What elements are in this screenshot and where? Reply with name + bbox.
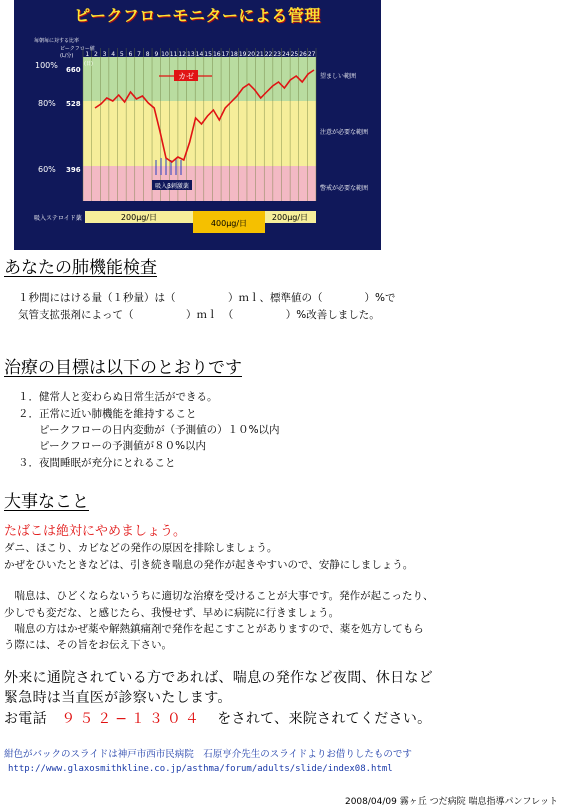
day-number: 26 (299, 51, 307, 58)
inhaler-label: 吸入β刺激薬 (155, 183, 189, 190)
important-para3: 喘息の方はかぜ薬や解熱鎮痛剤で発作を起こすことがありますので、薬を処方してもら (4, 623, 424, 635)
day-number: 22 (264, 51, 273, 58)
day-number: 14 (195, 51, 204, 58)
day-number: 24 (281, 51, 290, 58)
pef-528: 528 (66, 100, 81, 108)
yellow-zone (83, 101, 316, 166)
day-number: 19 (238, 51, 247, 58)
day-number: 11 (169, 51, 178, 58)
goal-item-2: ２．正常に近い肺機能を維持すること (18, 408, 197, 420)
zone-label-desirable: 望ましい範囲 (320, 73, 357, 80)
pct-100: 100% (35, 61, 58, 70)
dose-label-1: 200μg/日 (120, 213, 158, 222)
important-line1: ダニ、ほこり、カビなどの発作の原因を排除しましょう。 (4, 542, 278, 554)
day-number: 13 (187, 51, 195, 58)
green-zone (83, 57, 316, 101)
pct-60: 60% (38, 165, 56, 174)
day-numbers (85, 51, 315, 58)
important-para4: う際には、その旨をお伝え下さい。 (4, 639, 172, 651)
contact-line1: 外来に通院されている方であれば、喘息の発作など夜間、休日など (4, 670, 433, 686)
day-number: 18 (230, 51, 238, 58)
goal-item-2a: ピークフローの日内変動が（予測値の）１０%以内 (18, 424, 280, 436)
day-number: 5 (119, 51, 124, 58)
day-number: 9 (154, 51, 159, 58)
phone-prefix: お電話 (4, 711, 62, 727)
unit-label: (L/分) (60, 53, 74, 59)
peak-flow-slide (14, 0, 381, 250)
zone-label-caution: 注意が必要な範囲 (320, 129, 369, 136)
day-number: 6 (128, 51, 133, 58)
day-number: 20 (247, 51, 256, 58)
pef-label: ピークフロー値 (60, 46, 95, 52)
day-number: 17 (221, 51, 230, 58)
goal-item-2b: ピークフローの予測値が８０%以内 (18, 440, 207, 452)
contact-line2: 緊急時は当直医が診察いたします。 (4, 690, 232, 706)
pct-80: 80% (38, 99, 56, 108)
important-heading: 大事なこと (4, 492, 89, 512)
day-unit-label: (日) (84, 61, 93, 67)
steroid-label: 吸入ステロイド薬 (34, 215, 82, 222)
day-number: 25 (290, 51, 299, 58)
pef-396: 396 (66, 166, 81, 174)
day-number: 21 (256, 51, 264, 58)
slide-title: ピークフローモニターによる管理 (74, 6, 321, 25)
important-line2: かぜをひいたときなどは、引き続き喘息の発作が起きやすいので、安静にしましょう。 (4, 559, 414, 571)
contact-phone-line (4, 708, 431, 728)
no-smoking-warning: たばこは絶対にやめましょう。 (4, 524, 187, 539)
pef-660: 660 (66, 66, 81, 74)
treatment-goal-heading: 治療の目標は以下のとおりです (4, 358, 242, 378)
day-number: 1 (85, 51, 90, 58)
day-number: 3 (102, 51, 107, 58)
day-number: 27 (307, 51, 316, 58)
dose-label-2: 400μg/日 (210, 219, 248, 228)
day-number: 10 (161, 51, 169, 58)
goal-item-1: １．健常人と変わらぬ日常生活ができる。 (18, 391, 218, 403)
dose-label-3: 200μg/日 (271, 213, 309, 222)
goal-item-3: ３．夜間睡眠が充分にとれること (18, 457, 176, 469)
phone-suffix: をされて、来院されてください。 (202, 711, 432, 727)
phone-number[interactable]: ９５２−１３０４ (61, 711, 203, 727)
lung-function-line2: 気管支拡張剤によって（ ）ｍｌ （ ）%改善しました。 (18, 309, 380, 321)
day-number: 8 (145, 51, 150, 58)
header-label: 毎朝毎に対する比率 (34, 38, 80, 44)
credit-url[interactable]: http://www.glaxosmithkline.co.jp/asthma/forum/adults/slide/index08.html (8, 764, 393, 774)
cold-label: カゼ (178, 72, 194, 81)
day-number: 4 (111, 51, 116, 58)
day-number: 7 (137, 51, 142, 58)
zone-label-alert: 警戒が必要な範囲 (320, 185, 369, 192)
pink-zone (83, 166, 316, 201)
credit-line: 紺色がバックのスライドは神戸市西市民病院 石原亨介先生のスライドよりお借りしたものです (4, 749, 412, 760)
lung-function-line1: １秒間にはける量（１秒量）は（ ）ｍｌ、標準値の（ ）%で (18, 292, 396, 304)
important-para2: 少しでも変だな、と感じたら、我慢せず、早めに病院に行きましょう。 (4, 607, 340, 619)
footer-note: 2008/04/09 霧ヶ丘 つだ病院 喘息指導パンフレット (344, 797, 558, 807)
day-number: 2 (94, 51, 98, 58)
lung-function-heading: あなたの肺機能検査 (4, 258, 157, 278)
day-number: 23 (273, 51, 281, 58)
important-para1: 喘息は、ひどくならないうちに適切な治療を受けることが大事です。発作が起こったり、 (4, 590, 434, 602)
day-number: 16 (212, 51, 221, 58)
day-number: 12 (178, 51, 187, 58)
peak-flow-chart (14, 0, 381, 250)
day-number: 15 (204, 51, 212, 58)
